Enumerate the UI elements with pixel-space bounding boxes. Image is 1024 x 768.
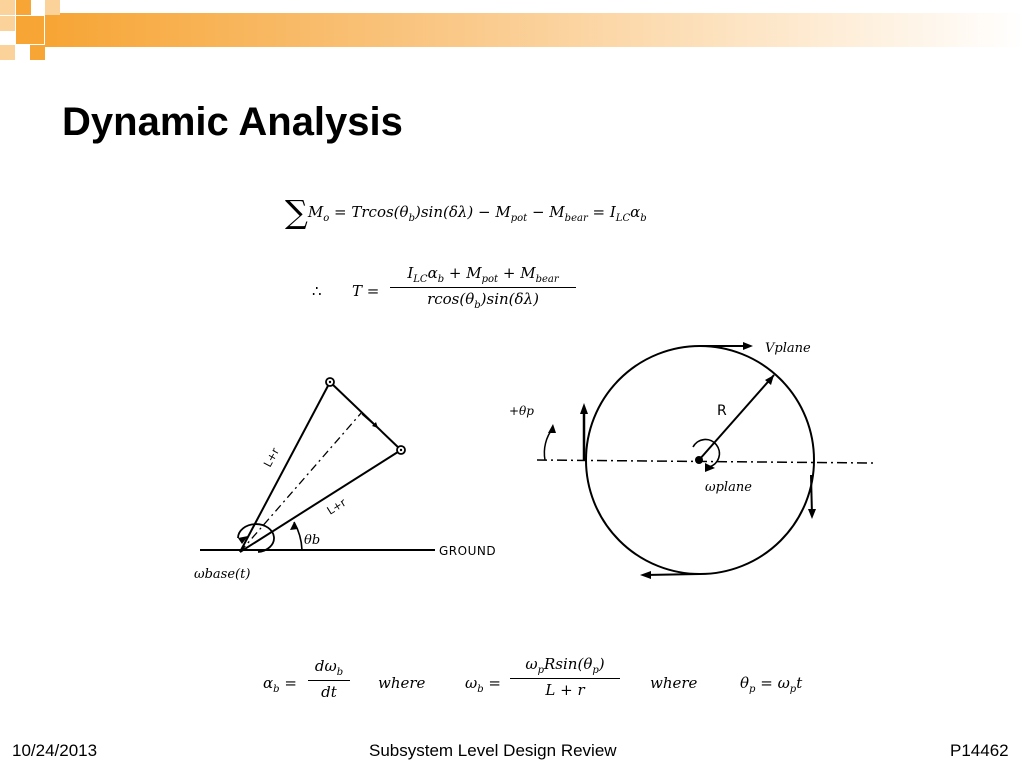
footer-date: 10/24/2013 (12, 741, 98, 760)
deco-square (45, 0, 60, 15)
deco-square (0, 45, 15, 60)
deco-square (0, 0, 15, 15)
equation-omega-fraction: $\omega_pRsin(\theta_p)$ L + r (510, 655, 620, 699)
header-gradient-bar (45, 13, 1024, 47)
horizontal-axis (537, 460, 873, 463)
radius-line (699, 375, 774, 460)
plane-rotation-diagram (505, 335, 885, 585)
equation-theta: $\theta_p = \omega_pt$ (740, 674, 803, 695)
label-bottom-link: L+r (324, 495, 349, 518)
equation-torque-fraction (388, 264, 578, 311)
centerline (240, 412, 362, 552)
footer-title: Subsystem Level Design Review (369, 741, 617, 760)
label-theta-b: θb (304, 533, 321, 548)
where-label-2: where (650, 674, 698, 692)
therefore-symbol: ∴ (312, 282, 322, 300)
label-radius: R (717, 403, 727, 419)
equation-omega: $\omega_b$ = (465, 674, 501, 695)
link-connector (330, 382, 401, 450)
slide-title: Dynamic Analysis (62, 100, 403, 144)
where-label-1: where (378, 674, 426, 692)
equation-alpha-fraction: $d\omega_b$ dt (308, 657, 350, 701)
header-decoration (0, 0, 1024, 62)
label-v-plane: Vplane (765, 341, 811, 356)
deco-square (16, 0, 31, 15)
pendulum-diagram (190, 370, 510, 610)
torque-numerator: $I_{LC}\alpha_b + M_{pot} + M_{bear}$ (407, 264, 559, 285)
label-omega-base: ωbase(t) (194, 567, 251, 582)
velocity-arrow-bottom (645, 574, 700, 575)
label-top-link: L+r (261, 445, 282, 470)
deco-square (30, 45, 45, 60)
label-theta-p: +θp (509, 404, 534, 418)
deco-square (0, 16, 15, 31)
torque-denominator: $rcos(\theta_b)\sin(\delta\lambda)$ (427, 290, 539, 311)
footer-code: P14462 (950, 741, 1009, 760)
equation-sum-moments: $\sum M_o = Trcos(\theta_b)\sin(\delta\lambda) - M_{pot} - M_{bear} = I_{LC}\alpha_b$ (285, 193, 647, 231)
equation-alpha: $\alpha_b$ = (263, 674, 297, 695)
deco-square (16, 16, 44, 44)
equation-torque-lhs: T = (352, 282, 380, 300)
label-ground: GROUND (439, 544, 497, 558)
label-omega-plane: ωplane (705, 480, 752, 495)
link-top (240, 382, 330, 552)
